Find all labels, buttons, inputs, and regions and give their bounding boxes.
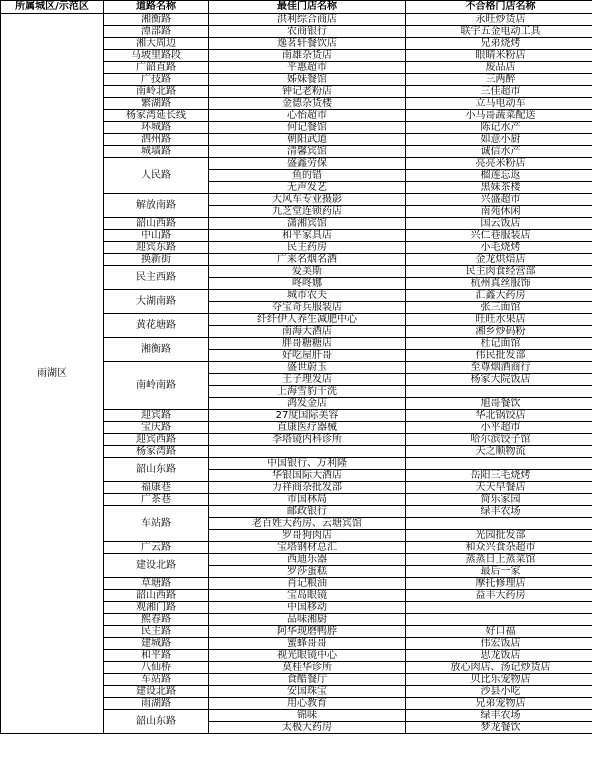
best-store-cell: 钟记老粉店 <box>209 86 406 98</box>
failed-store-cell: 益丰大药房 <box>406 590 592 602</box>
best-store-cell: 胖哥糖糖店 <box>209 338 406 350</box>
best-store-cell <box>209 446 406 458</box>
road-cell: 广茶巷 <box>104 494 209 506</box>
best-store-cell: 王子理发店 <box>209 374 406 386</box>
road-cell: 广韶直路 <box>104 62 209 74</box>
road-cell: 换新街 <box>104 254 209 266</box>
failed-store-cell: 联宇五金电动工具 <box>406 26 592 38</box>
road-cell: 建设北路 <box>104 686 209 698</box>
road-cell: 观湘门路 <box>104 602 209 614</box>
best-store-cell: 平惠超市 <box>209 62 406 74</box>
failed-store-cell: 至尊烟酒商行 <box>406 362 592 374</box>
best-store-cell: 邮政银行 <box>209 506 406 518</box>
failed-store-cell: 和众兴食杂超市 <box>406 542 592 554</box>
failed-store-cell: 伟宏饭店 <box>406 638 592 650</box>
road-cell: 大湖南路 <box>104 290 209 314</box>
best-store-cell: 食酷餐厅 <box>209 674 406 686</box>
road-cell: 韶山东路 <box>104 710 209 734</box>
best-store-cell: 中国银行、万利隆 <box>209 458 406 470</box>
road-cell: 和平路 <box>104 650 209 662</box>
road-cell: 广云路 <box>104 542 209 554</box>
road-cell: 韶山西路 <box>104 590 209 602</box>
failed-store-cell: 汇鑫大药房 <box>406 290 592 302</box>
road-cell: 马坡里路段 <box>104 50 209 62</box>
road-cell: 中山路 <box>104 230 209 242</box>
failed-store-cell: 杨家大院饭店 <box>406 374 592 386</box>
best-store-cell: 老百姓大药房、云塘宾馆 <box>209 518 406 530</box>
header-district: 所属城区/示范区 <box>1 1 104 14</box>
best-store-cell: 城市农夫 <box>209 290 406 302</box>
failed-store-cell: 立马电动车 <box>406 98 592 110</box>
best-store-cell: 安国珠宝 <box>209 686 406 698</box>
failed-store-cell: 南苑休闲 <box>406 206 592 218</box>
failed-store-cell: 眼睛米粉店 <box>406 50 592 62</box>
failed-store-cell: 哈尔滨饺子馆 <box>406 434 592 446</box>
road-cell: 湘大周边 <box>104 38 209 50</box>
road-cell: 繁湖路 <box>104 98 209 110</box>
failed-store-cell: 摩托修理店 <box>406 578 592 590</box>
best-store-cell: 鱼的错 <box>209 170 406 182</box>
failed-store-cell <box>406 458 592 470</box>
failed-store-cell: 蒸蒸日上蒸菜馆 <box>406 554 592 566</box>
failed-store-cell: 三两醉 <box>406 74 592 86</box>
road-cell: 泗州路 <box>104 134 209 146</box>
failed-store-cell: 贝比乐宠物店 <box>406 674 592 686</box>
best-store-cell: 罗莎蛋糕 <box>209 566 406 578</box>
best-store-cell: 27度国际美容 <box>209 410 406 422</box>
road-cell: 民主路 <box>104 626 209 638</box>
best-store-cell: 蜜蜂哥哥 <box>209 638 406 650</box>
best-store-cell: 逸茗轩餐饮店 <box>209 38 406 50</box>
best-store-cell: 直康医疗器械 <box>209 422 406 434</box>
best-store-cell: 南海大酒店 <box>209 326 406 338</box>
failed-store-cell: 永旺炒货店 <box>406 14 592 26</box>
road-cell: 湘衡路 <box>104 338 209 362</box>
road-cell: 广技路 <box>104 74 209 86</box>
failed-store-cell: 绿丰农场 <box>406 710 592 722</box>
failed-store-cell: 光园批发部 <box>406 530 592 542</box>
road-cell: 韶山东路 <box>104 458 209 482</box>
failed-store-cell: 兴盛超市 <box>406 194 592 206</box>
road-cell: 迎宾路 <box>104 410 209 422</box>
road-cell: 民主西路 <box>104 266 209 290</box>
road-cell: 车站路 <box>104 674 209 686</box>
road-cell: 环城路 <box>104 122 209 134</box>
road-cell: 解放南路 <box>104 194 209 218</box>
failed-store-cell: 如意小厨 <box>406 134 592 146</box>
failed-store-cell: 天天早餐店 <box>406 482 592 494</box>
failed-store-cell: 诚信水产 <box>406 146 592 158</box>
failed-store-cell: 华北锅饺店 <box>406 410 592 422</box>
failed-store-cell: 沙县小吃 <box>406 686 592 698</box>
best-store-cell: 盛鑫劳保 <box>209 158 406 170</box>
best-store-cell: 广来名烟名酒 <box>209 254 406 266</box>
best-store-cell: 宝塔钢材总汇 <box>209 542 406 554</box>
best-store-cell: 锦味 <box>209 710 406 722</box>
header-failed-store: 不合格门店名称 <box>406 1 592 14</box>
road-cell: 车站路 <box>104 506 209 542</box>
failed-store-cell: 小马哥蔬菜配送 <box>406 110 592 122</box>
road-cell: 草塘路 <box>104 578 209 590</box>
failed-store-cell: 小毛烧烤 <box>406 242 592 254</box>
road-cell: 湘衡路 <box>104 14 209 26</box>
failed-store-cell: 思龙饭店 <box>406 650 592 662</box>
road-cell: 人民路 <box>104 158 209 194</box>
best-store-cell: 太极大药房 <box>209 722 406 734</box>
road-cell: 城墙路 <box>104 146 209 158</box>
failed-store-cell: 伟民批发部 <box>406 350 592 362</box>
failed-store-cell: 兄弟宠物店 <box>406 698 592 710</box>
failed-store-cell: 张三面馆 <box>406 302 592 314</box>
best-store-cell: 阿华现磨鸭脖 <box>209 626 406 638</box>
best-store-cell: 心怡超市 <box>209 110 406 122</box>
best-store-cell: 力祥商杂批发部 <box>209 482 406 494</box>
best-store-cell: 西迪乐器 <box>209 554 406 566</box>
failed-store-cell: 杜记面馆 <box>406 338 592 350</box>
best-store-cell: 中国移动 <box>209 602 406 614</box>
best-store-cell: 罗哥狗肉店 <box>209 530 406 542</box>
table-body <box>1 14 592 734</box>
header-row <box>1 1 592 14</box>
road-cell: 迎宾西路 <box>104 434 209 446</box>
best-store-cell: 和平家具店 <box>209 230 406 242</box>
best-store-cell: 肖记粮油 <box>209 578 406 590</box>
failed-store-cell: 三佳超市 <box>406 86 592 98</box>
best-store-cell: 何记餐馆 <box>209 122 406 134</box>
road-cell: 迎宾东路 <box>104 242 209 254</box>
road-cell: 黄花塘路 <box>104 314 209 338</box>
road-cell: 熙春路 <box>104 614 209 626</box>
failed-store-cell: 放心肉店、汤记炒货店 <box>406 662 592 674</box>
best-store-cell: 南雄杂货店 <box>209 50 406 62</box>
failed-store-cell: 天之顺物流 <box>406 446 592 458</box>
road-cell: 杨家湾路 <box>104 446 209 458</box>
failed-store-cell: 榴莲忘返 <box>406 170 592 182</box>
best-store-cell: 品味湘厨 <box>209 614 406 626</box>
header-road: 道路名称 <box>104 1 209 14</box>
best-store-cell: 大风车专业摄影 <box>209 194 406 206</box>
failed-store-cell <box>406 614 592 626</box>
best-store-cell: 咚咚娜 <box>209 278 406 290</box>
best-store-cell: 市国林局 <box>209 494 406 506</box>
best-store-cell: 好吃屋肝哥 <box>209 350 406 362</box>
road-cell: 潭部路 <box>104 26 209 38</box>
road-cell: 南岭南路 <box>104 362 209 410</box>
failed-store-cell <box>406 602 592 614</box>
best-store-cell: 莫桂华诊所 <box>209 662 406 674</box>
road-cell: 建设北路 <box>104 554 209 578</box>
best-store-cell: 盛世蔚玉 <box>209 362 406 374</box>
best-store-cell: 视光眼镜中心 <box>209 650 406 662</box>
failed-store-cell: 旺旺水果店 <box>406 314 592 326</box>
failed-store-cell: 梦龙餐饮 <box>406 722 592 734</box>
failed-store-cell: 绿丰农场 <box>406 506 592 518</box>
failed-store-cell: 最后一家 <box>406 566 592 578</box>
best-store-cell: 姊妹餐馆 <box>209 74 406 86</box>
best-store-cell: 民主药房 <box>209 242 406 254</box>
failed-store-cell: 好口福 <box>406 626 592 638</box>
best-store-cell: 上海雪豹干洗 <box>209 386 406 398</box>
best-store-cell: 李塔镜内科诊所 <box>209 434 406 446</box>
best-store-cell: 洪利综合商店 <box>209 14 406 26</box>
best-store-cell: 宝岛眼镜 <box>209 590 406 602</box>
best-store-cell: 九芝堂连锁药店 <box>209 206 406 218</box>
failed-store-cell: 兴仁巷服装店 <box>406 230 592 242</box>
failed-store-cell: 国云饭店 <box>406 218 592 230</box>
failed-store-cell <box>406 518 592 530</box>
best-store-cell: 朝阳武道 <box>209 134 406 146</box>
failed-store-cell: 废品店 <box>406 62 592 74</box>
road-cell: 宝庆路 <box>104 422 209 434</box>
road-cell: 杨家湾延长线 <box>104 110 209 122</box>
failed-store-cell: 民主肉食经营部 <box>406 266 592 278</box>
failed-store-cell: 陈记水产 <box>406 122 592 134</box>
best-store-cell: 农商银行 <box>209 26 406 38</box>
failed-store-cell: 亮亮米粉店 <box>406 158 592 170</box>
best-store-cell: 爱美斯 <box>209 266 406 278</box>
failed-store-cell: 旭哥餐饮 <box>406 398 592 410</box>
header-best-store: 最佳门店名称 <box>209 1 406 14</box>
best-store-cell: 用心教育 <box>209 698 406 710</box>
best-store-cell: 清馨宾馆 <box>209 146 406 158</box>
best-store-cell: 华银国际大酒店 <box>209 470 406 482</box>
table-row <box>1 14 592 26</box>
district-cell: 雨湖区 <box>1 14 104 734</box>
road-cell: 建城路 <box>104 638 209 650</box>
failed-store-cell: 简乐家园 <box>406 494 592 506</box>
road-cell: 八仙桥 <box>104 662 209 674</box>
best-store-cell: 夺宝奇兵服装店 <box>209 302 406 314</box>
best-store-cell: 纤纤伊人养生减肥中心 <box>209 314 406 326</box>
best-store-cell: 鸿发金店 <box>209 398 406 410</box>
road-cell: 福康巷 <box>104 482 209 494</box>
road-cell: 雨湖路 <box>104 698 209 710</box>
failed-store-cell: 湘乡炒码粉 <box>406 326 592 338</box>
best-store-cell: 潇湘宾馆 <box>209 218 406 230</box>
failed-store-cell: 小平超市 <box>406 422 592 434</box>
failed-store-cell: 岳阳三毛烧烤 <box>406 470 592 482</box>
failed-store-cell: 黑妹茶楼 <box>406 182 592 194</box>
failed-store-cell <box>406 386 592 398</box>
road-cell: 韶山西路 <box>104 218 209 230</box>
best-store-cell: 金德杂货楼 <box>209 98 406 110</box>
failed-store-cell: 杭州真丝服饰 <box>406 278 592 290</box>
road-cell: 南岭北路 <box>104 86 209 98</box>
failed-store-cell: 金龙烘焙店 <box>406 254 592 266</box>
best-store-cell: 无声发艺 <box>209 182 406 194</box>
failed-store-cell: 兄弟烧烤 <box>406 38 592 50</box>
